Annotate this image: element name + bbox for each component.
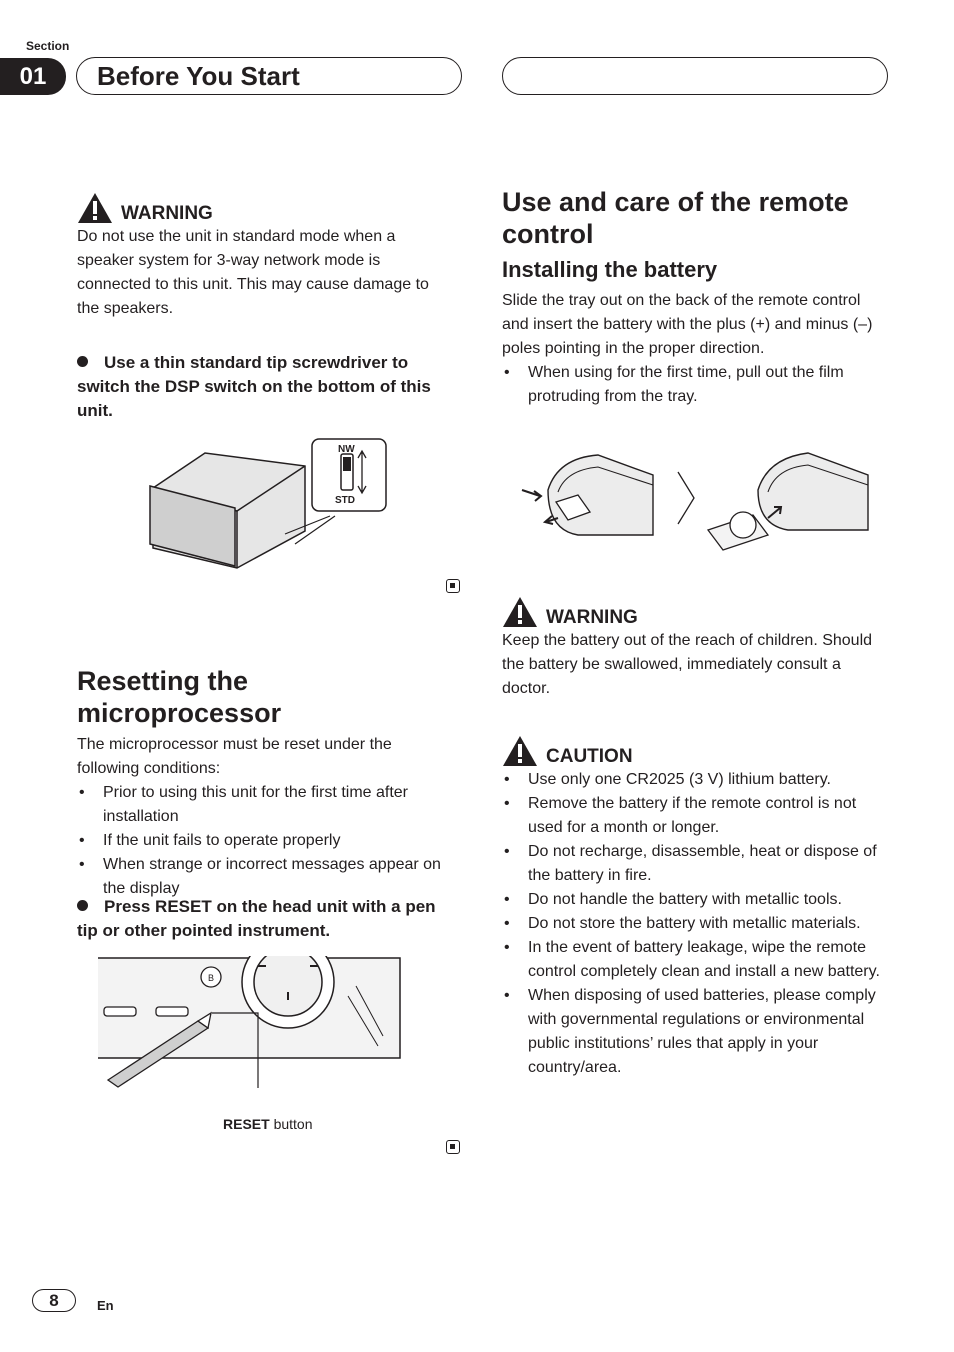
reset-step-text [77,895,447,943]
reset-caption-rest: button [269,1116,313,1132]
dsp-step [77,351,447,423]
caution-item: • Do not recharge, disassemble, heat or dispose of the battery in fire. [502,840,890,888]
battery-install-illustration [518,450,873,554]
reset-condition: • When strange or incorrect messages appear on the display [77,853,447,901]
nw-label: NW [338,444,355,455]
caution-label: CAUTION [546,746,633,767]
step-bullet-icon [77,356,88,367]
page-number: 8 [32,1289,76,1312]
reset-section [77,665,447,901]
warning-heading [77,192,447,224]
battery-note: • When using for the first time, pull out the film protruding from the tray. [502,361,890,409]
panel-slot [156,1007,188,1016]
reset-intro: The microprocessor must be reset under the following conditions: [77,736,392,777]
caution-icon [502,735,538,767]
language-label: En [97,1298,114,1313]
warning-label: WARNING [546,607,638,628]
section-label: Section [26,39,70,53]
remote-section [502,186,890,409]
reset-step [77,895,447,943]
battery-subheading: Installing the battery [502,257,718,282]
step-bullet-icon [77,900,88,911]
dsp-switch-illustration [145,436,395,571]
battery-intro: Slide the tray out on the back of the remote control and insert the battery with the plus (+) and minus (–) poles pointing in the proper direction. [502,292,873,357]
caution-item: • When disposing of used batteries, please comply with governmental regulations or environmental public institutions’ rules that apply in your country/area. [502,984,890,1080]
remote-back-right [758,453,868,530]
warning-icon [502,596,538,628]
reset-condition: • Prior to using this unit for the first time after installation [77,781,447,829]
caution-item: • Remove the battery if the remote control is not used for a month or longer. [502,792,890,840]
caution-item: • In the event of battery leakage, wipe the remote control completely clean and install a new battery. [502,936,890,984]
battery-warning-text: Keep the battery out of the reach of children. Should the battery be swallowed, immediately consult a doctor. [502,632,873,697]
caution-first-post: lithium battery. [723,771,831,788]
reset-button-illustration [98,956,403,1090]
std-label: STD [335,495,355,506]
dsp-step-text [77,351,447,423]
section-end-mark [446,579,460,593]
remote-back-left [548,455,653,535]
reset-condition: • If the unit fails to operate properly [77,829,447,853]
caution-item: • Do not handle the battery with metallic tools. [502,888,890,912]
coin-battery [730,512,756,538]
header-blank-pill [502,57,888,95]
reset-heading: Resetting the microprocessor [77,666,282,728]
caution-heading [502,735,890,767]
battery-warning-block [502,596,890,701]
page-title-text: Before You Start [97,60,300,91]
caution-block [502,735,890,1080]
left-warning-block [77,192,447,321]
section-end-mark [446,1140,460,1154]
caution-item: • Do not store the battery with metallic materials. [502,912,890,936]
switch-slider [343,457,351,471]
push-arrow-icon [522,490,541,501]
caution-first-pre: Use only one [528,771,626,788]
page-title [76,57,462,95]
battery-model: CR2025 (3 V) [625,771,724,788]
caution-item [502,768,890,792]
reset-step-label: Press RESET on the head unit with a pen tip or other pointed instrument. [77,897,436,940]
section-number-badge: 01 [0,58,66,95]
warning-label: WARNING [121,203,213,224]
dsp-step-label: Use a thin standard tip screwdriver to switch the DSP switch on the bottom of this unit. [77,353,431,420]
b-button-label: B [208,973,215,983]
reset-caption [223,1116,313,1132]
warning-heading [502,596,890,628]
warning-text: Do not use the unit in standard mode when a speaker system for 3-way network mode is connected to this unit. This may cause damage to the speakers. [77,228,429,317]
panel-slot [104,1007,136,1016]
warning-icon [77,192,113,224]
remote-heading: Use and care of the remote control [502,187,849,249]
reset-caption-bold: RESET [223,1116,270,1132]
step-arrow-icon [678,472,694,524]
